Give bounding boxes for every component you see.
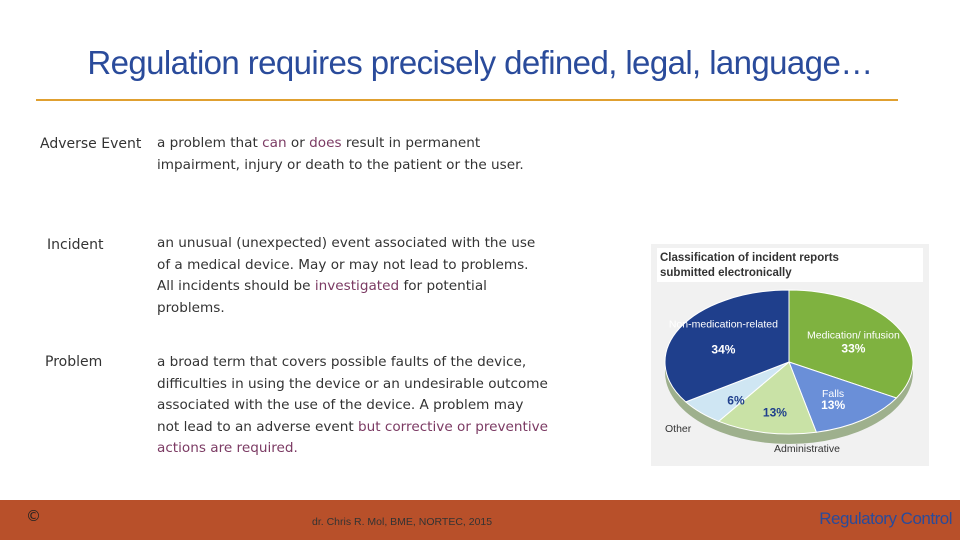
text: for potential (399, 278, 487, 294)
author-credit: dr. Chris R. Mol, BME, NORTEC, 2015 (312, 516, 493, 528)
definition-line: impairment, injury or death to the patient or the user. (157, 156, 524, 173)
text: or (286, 135, 310, 151)
slice-category-label: Medication/ infusion (807, 329, 900, 342)
text: result in permanent (341, 135, 481, 151)
slice-value-label: 6% (727, 393, 745, 408)
term-incident: Incident (47, 237, 104, 253)
slice-value-label: 33% (841, 341, 866, 356)
highlight-corrective: but corrective or preventive (358, 418, 549, 435)
highlight-investigated: investigated (314, 278, 400, 294)
definition-problem (157, 352, 577, 460)
slice-category-label: Other (665, 423, 692, 435)
definition-line: difficulties in using the device or an undesirable outcome (157, 375, 548, 392)
text: a problem that (157, 135, 263, 151)
highlight-does: does (309, 135, 342, 151)
chart-title-line-1: Classification of incident reports (660, 252, 839, 264)
slice-category-label: Falls (822, 387, 845, 400)
slice-category-label: Administrative (774, 443, 840, 455)
slice-value-label: 34% (711, 342, 736, 357)
definition-line: a broad term that covers possible faults of the device, (157, 354, 527, 370)
definition-line: associated with the use of the device. A problem may (157, 397, 524, 413)
definition-line: an unusual (unexpected) event associated with the use (157, 235, 536, 251)
definition-line: actions are required. (157, 440, 298, 456)
text: All incidents should be (157, 278, 315, 294)
brand-label: Regulatory Control (819, 509, 952, 528)
incident-classification-chart (651, 244, 929, 466)
term-adverse-event: Adverse Event (40, 136, 142, 152)
definition-line: of a medical device. May or may not lead to problems. (157, 256, 529, 273)
term-problem: Problem (45, 354, 103, 370)
definition-incident (157, 233, 577, 319)
definition-line (157, 417, 577, 439)
highlight-can: can (262, 135, 287, 151)
text: not lead to an adverse event (157, 418, 358, 435)
definition-adverse-event (157, 133, 577, 176)
definition-line (157, 276, 577, 298)
slice-value-label: 13% (762, 405, 787, 420)
title-underline (36, 99, 898, 101)
slice-category-label: Non-medication-related (668, 318, 778, 331)
copyright-icon: © (26, 507, 41, 525)
slice-value-label: 13% (821, 397, 846, 412)
pie-chart-svg (651, 244, 929, 466)
chart-title-line-2: submitted electronically (660, 267, 792, 279)
definition-line (157, 133, 577, 155)
slide-title: Regulation requires precisely defined, legal, language… (87, 44, 873, 81)
definition-line: problems. (157, 299, 225, 316)
